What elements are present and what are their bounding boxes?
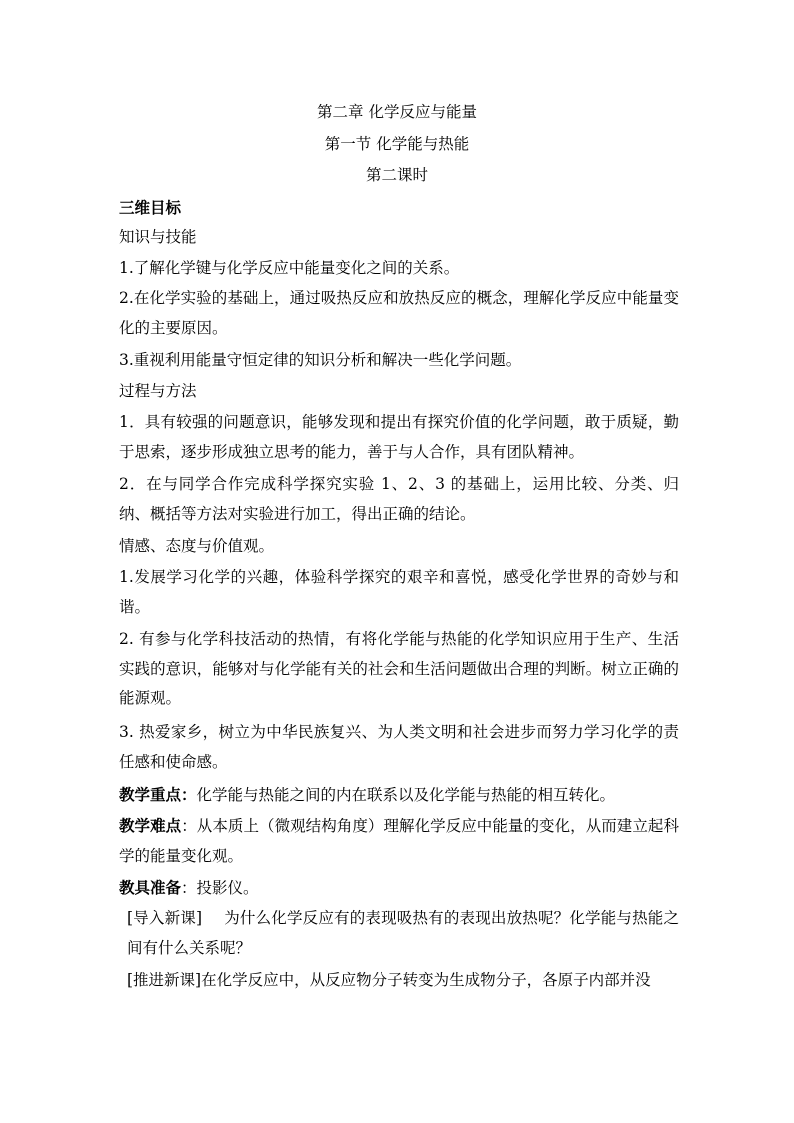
intro [127,904,679,963]
tools [119,873,679,904]
knowledge-item-3: 3.重视利用能量守恒定律的知识分析和解决一些化学问题。 [119,351,522,369]
emotion-item-3: 3. 热爱家乡，树立为中华民族复兴、为人类文明和社会进步而努力学习化学的责任感和使命感。 [119,723,679,771]
key-point-text: 化学能与热能之间的内在联系以及化学能与热能的相互转化。 [196,786,616,804]
advance-text: 在化学反应中，从反应物分子转变为生成物分子，各原子内部并没 [201,971,651,989]
lesson-title: 第二课时 [365,166,428,184]
process-item-2: 2．在与同学合作完成科学探究实验 1、2、3 的基础上，运用比较、分类、归纳、概括等方法对实验进行加工，得出正确的结论。 [119,475,679,523]
knowledge-heading: 知识与技能 [119,228,197,246]
emotion-item-1: 1.发展学习化学的兴趣，体验科学探究的艰辛和喜悦，感受化学世界的奇妙与和谐。 [119,568,679,616]
key-point [119,780,679,811]
emotion-heading: 情感、态度与价值观。 [119,537,275,555]
objectives-heading: 三维目标 [119,198,182,217]
intro-text: 为什么化学反应有的表现吸热有的表现出放热呢？化学能与热能之间有什么关系呢？ [127,909,679,957]
difficulty [119,811,679,871]
knowledge-item-1: 1.了解化学键与化学反应中能量变化之间的关系。 [119,259,460,277]
difficulty-label: 教学难点 [119,816,182,835]
difficulty-text: ：从本质上（微观结构角度）理解化学反应中能量的变化，从而建立起科学的能量变化观。 [119,817,679,865]
tools-label: 教具准备 [119,878,182,897]
advance-label: [推进新课] [127,971,202,989]
process-heading: 过程与方法 [119,382,197,400]
intro-label: [导入新课] [127,909,203,927]
key-point-label: 教学重点： [119,785,197,804]
section-title: 第一节 化学能与热能 [324,135,470,153]
knowledge-item-2: 2.在化学实验的基础上，通过吸热反应和放热反应的概念，理解化学反应中能量变化的主要原因。 [119,289,679,337]
chapter-title: 第二章 化学反应与能量 [317,103,477,121]
advance [127,966,679,996]
process-item-1: 1．具有较强的问题意识，能够发现和提出有探究价值的化学问题，敢于质疑，勤于思索，逐步形成独立思考的能力，善于与人合作，具有团队精神。 [119,413,679,461]
tools-text: ：投影仪。 [181,879,259,897]
emotion-item-2: 2. 有参与化学科技活动的热情，有将化学能与热能的化学知识应用于生产、生活实践的意识，能够对与化学能有关的社会和生活问题做出合理的判断。树立正确的能源观。 [119,630,679,707]
